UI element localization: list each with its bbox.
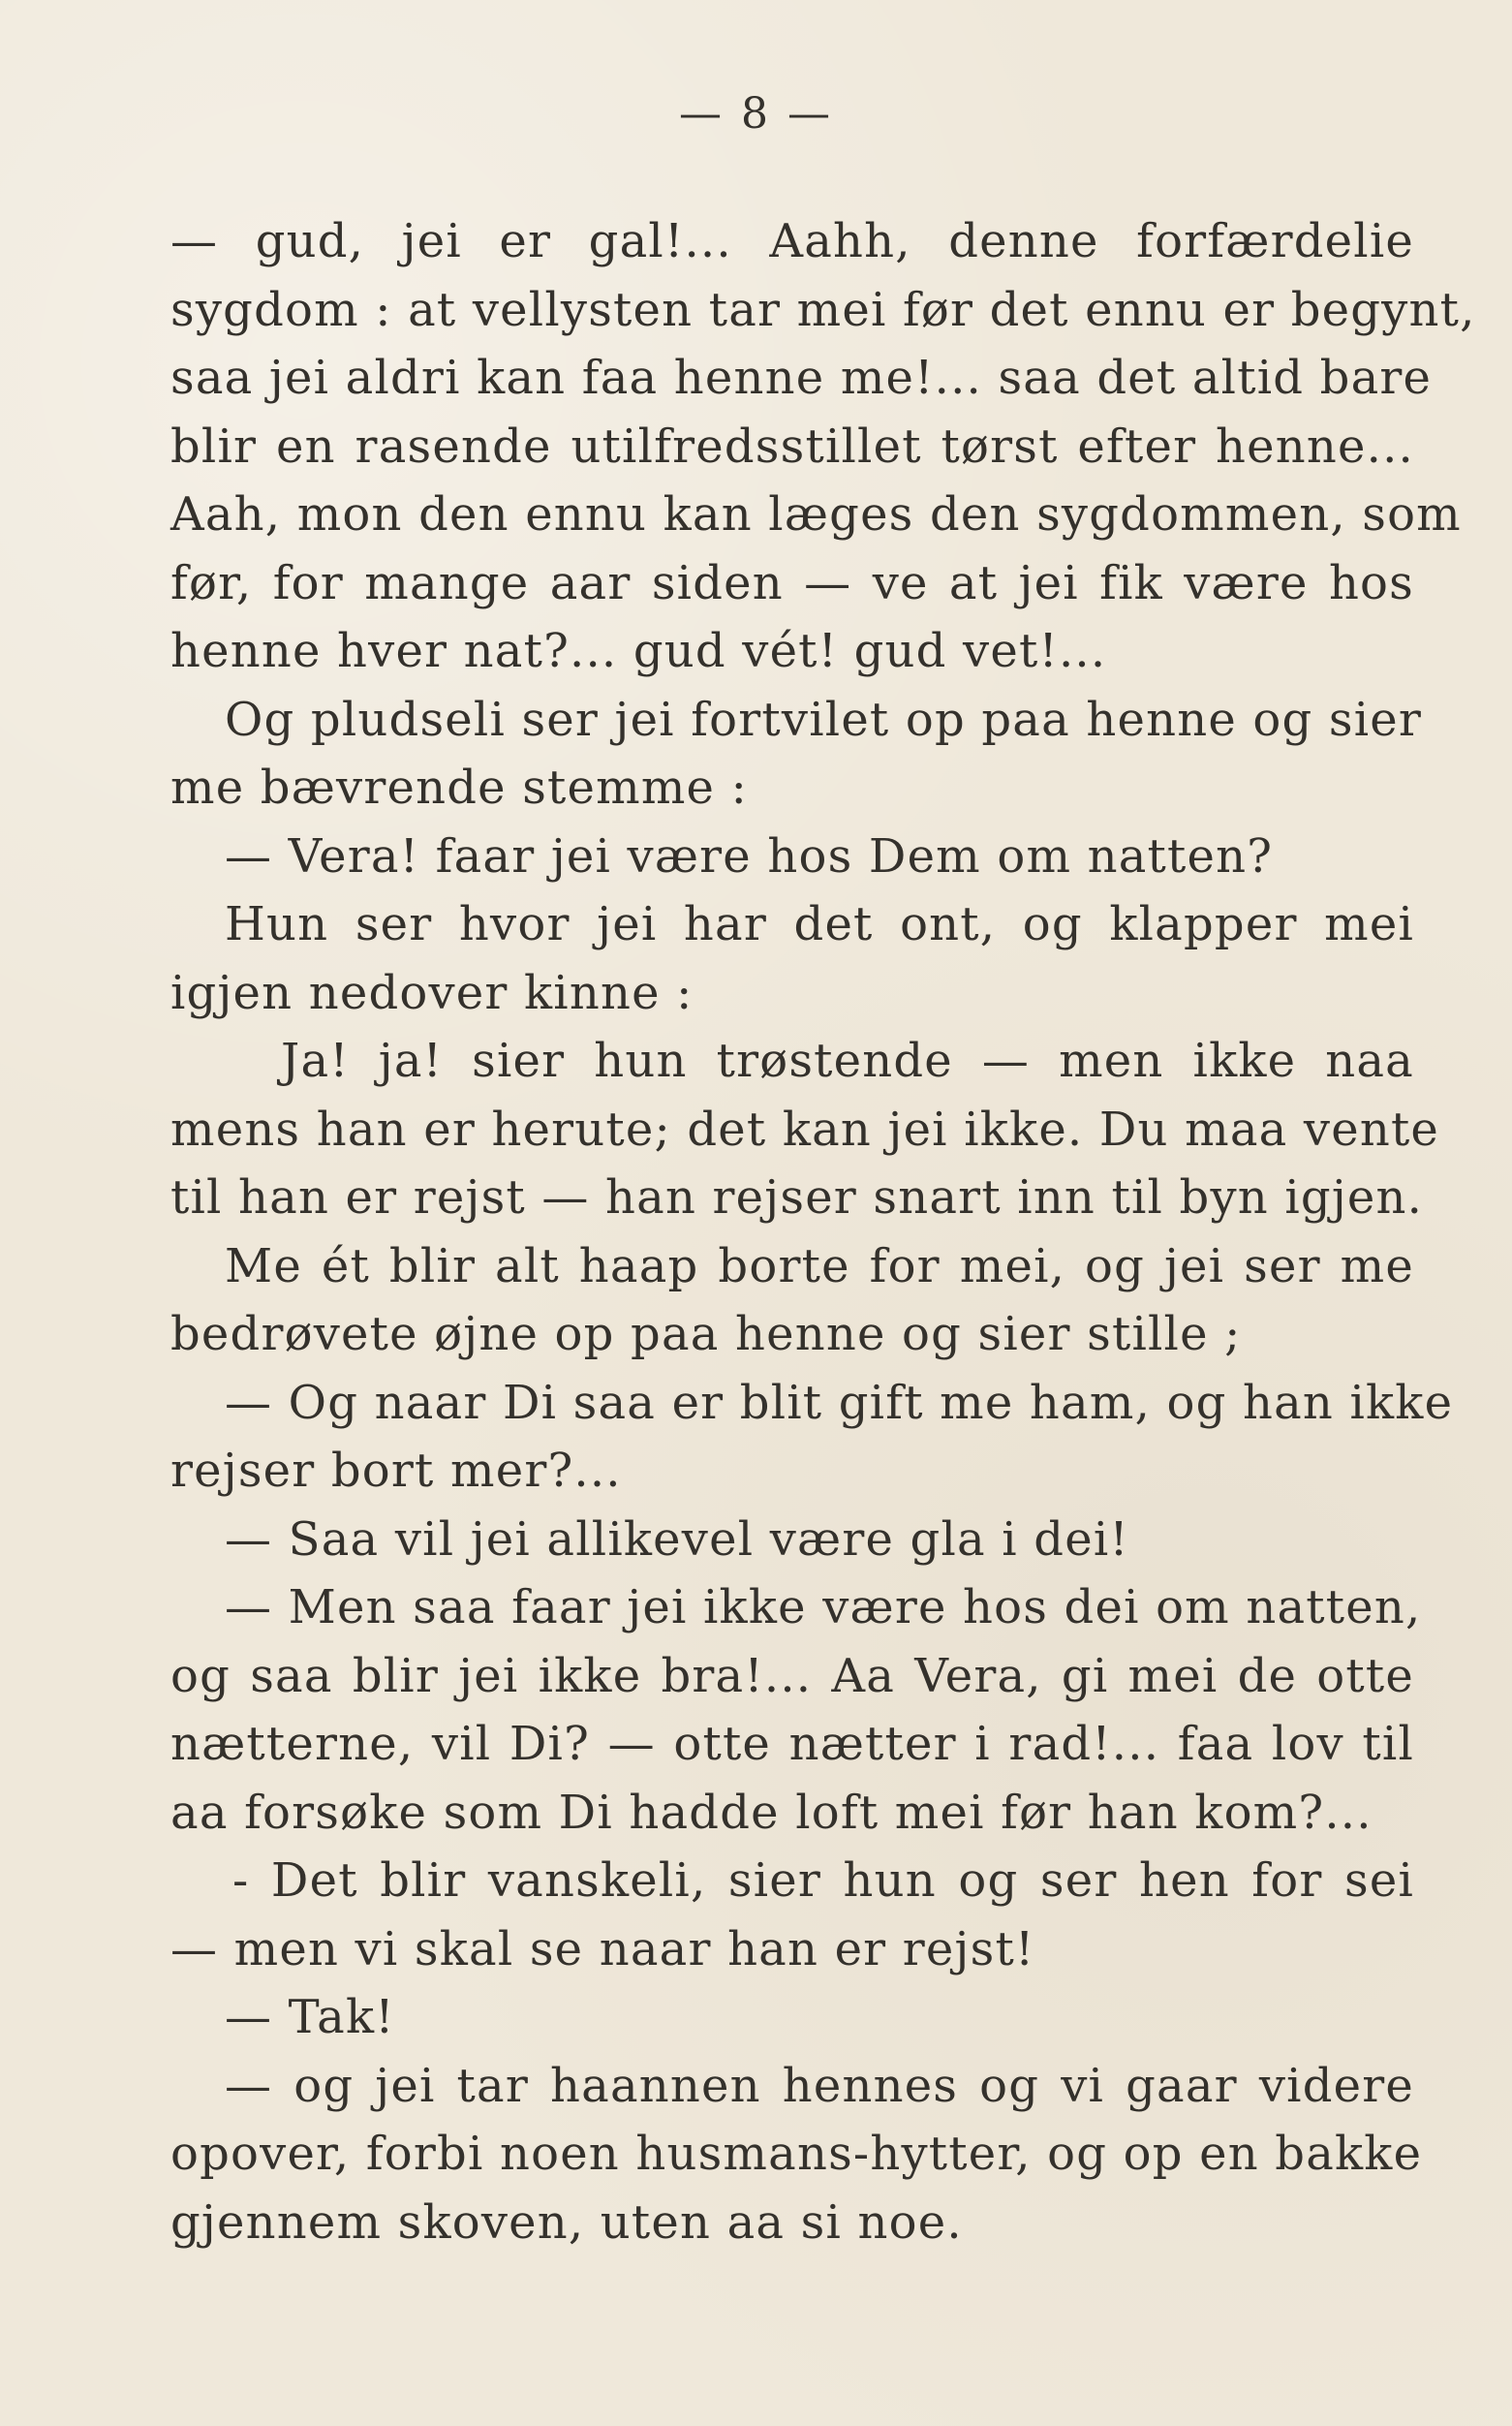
text-line-13: Ja! ja! sier hun trøstende — men ikke naa bbox=[281, 1034, 1414, 1088]
text-line-16: Me ét blir alt haap borte for mei, og jei ser me bbox=[225, 1238, 1414, 1293]
text-line-9: me bævrende stemme : bbox=[170, 761, 748, 815]
text-line-21: — Men saa faar jei ikke være hos dei om natten, bbox=[225, 1580, 1422, 1634]
text-line-10: — Vera! faar jei være hos Dem om natten? bbox=[225, 828, 1274, 884]
text-line-23: nætterne, vil Di? — otte nætter i rad!... faa lov til bbox=[170, 1717, 1414, 1771]
text-line-5: Aah, mon den ennu kan læges den sygdommen, som bbox=[170, 487, 1462, 542]
text-line-17: bedrøvete øjne op paa henne og sier stille ; bbox=[170, 1307, 1242, 1361]
text-line-19: rejser bort mer?... bbox=[170, 1444, 622, 1498]
text-line-30: gjennem skoven, uten aa si noe. bbox=[170, 2194, 963, 2250]
text-line-12: igjen nedover kinne : bbox=[170, 965, 694, 1020]
text-line-26: — men vi skal se naar han er rejst! bbox=[170, 1921, 1035, 1976]
text-line-28: — og jei tar haannen hennes og vi gaar videre bbox=[225, 2058, 1414, 2113]
text-line-29: opover, forbi noen husmans-hytter, og op en bakke bbox=[170, 2127, 1423, 2181]
text-line-20: — Saa vil jei allikevel være gla i dei! bbox=[225, 1511, 1129, 1567]
text-line-3: saa jei aldri kan faa henne me!... saa det altid bare bbox=[170, 351, 1433, 405]
text-line-8: Og pludseli ser jei fortvilet op paa henne og sier bbox=[225, 692, 1422, 747]
text-line-6: før, for mange aar siden — ve at jei fik være hos bbox=[170, 555, 1414, 610]
text-line-25: - Det blir vanskeli, sier hun og ser hen for sei bbox=[232, 1853, 1414, 1908]
text-line-24: aa forsøke som Di hadde loft mei før han kom?... bbox=[170, 1785, 1373, 1840]
text-line-22: og saa blir jei ikke bra!... Aa Vera, gi mei de otte bbox=[170, 1648, 1414, 1703]
text-line-27: — Tak! bbox=[225, 1990, 395, 2044]
text-line-4: blir en rasende utilfredsstillet tørst efter henne... bbox=[170, 419, 1414, 474]
text-line-1: — gud, jei er gal!... Aahh, denne forfærdelie bbox=[170, 214, 1414, 268]
text-line-15: til han er rejst — han rejser snart inn til byn igjen. bbox=[170, 1170, 1424, 1225]
text-line-18: — Og naar Di saa er blit gift me ham, og han ikke bbox=[225, 1375, 1454, 1430]
text-line-11: Hun ser hvor jei har det ont, og klapper mei bbox=[225, 897, 1414, 951]
text-line-2: sygdom : at vellysten tar mei før det ennu er begynt, bbox=[170, 282, 1476, 337]
body-text bbox=[170, 207, 1476, 2256]
page-number: — 8 — bbox=[679, 89, 833, 139]
text-line-7: henne hver nat?... gud vét! gud vet!... bbox=[170, 624, 1107, 678]
text-line-14: mens han er herute; det kan jei ikke. Du maa vente bbox=[170, 1102, 1440, 1157]
